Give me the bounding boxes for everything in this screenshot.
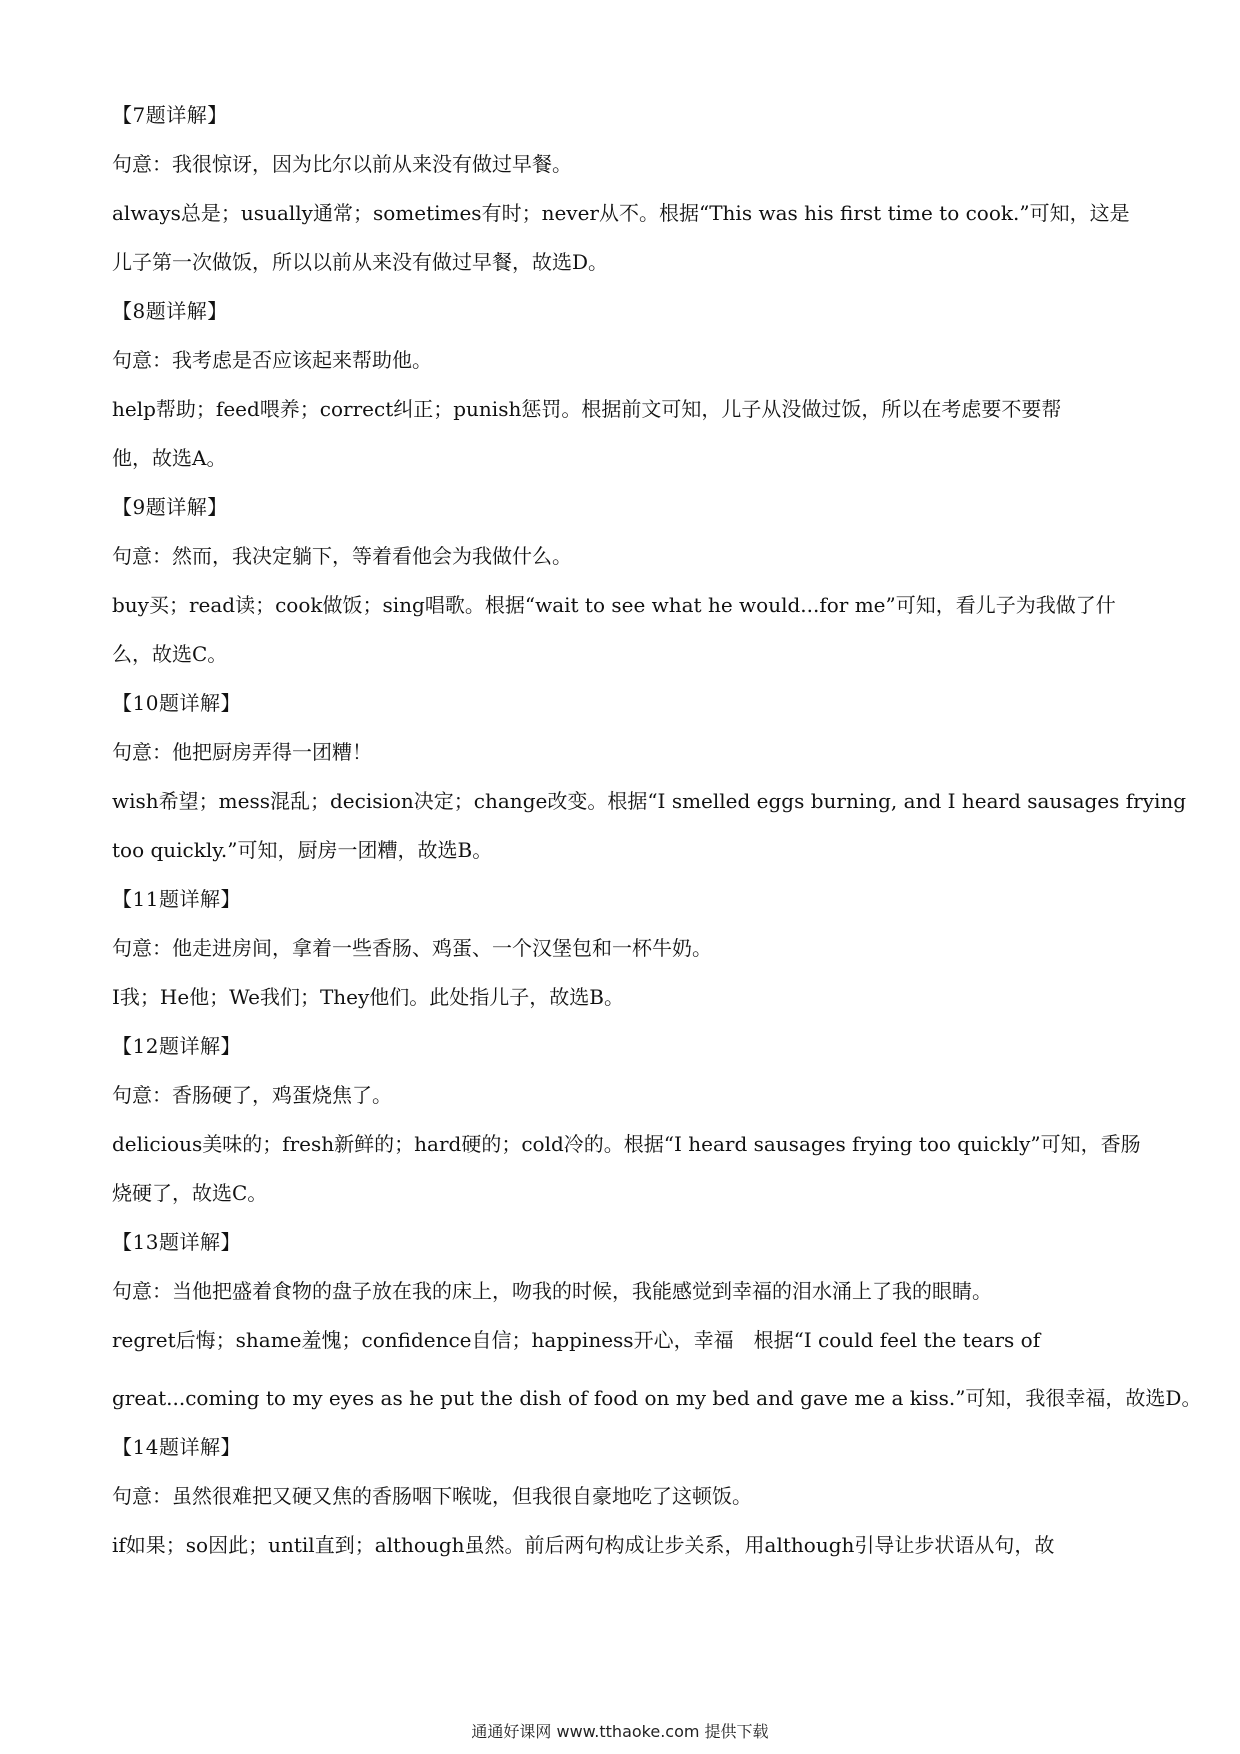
question-8-explanation-line-1: help帮助；feed喂养；correct纠正；punish惩罚。根据前文可知，儿子从没做过饭，所以在考虑要不要帮 bbox=[112, 397, 1062, 421]
question-8-explanation-line-2: 他，故选A。 bbox=[112, 446, 227, 470]
question-7-heading: 【7题详解】 bbox=[112, 103, 228, 127]
question-9-explanation-line-2: 么，故选C。 bbox=[112, 642, 228, 666]
question-13-heading: 【13题详解】 bbox=[112, 1230, 241, 1254]
question-10-explanation-line-2: too quickly.”可知，厨房一团糟，故选B。 bbox=[112, 838, 493, 862]
question-12-heading: 【12题详解】 bbox=[112, 1034, 241, 1058]
question-9-translation: 句意：然而，我决定躺下，等着看他会为我做什么。 bbox=[112, 544, 572, 568]
page-footer: 通通好课网 www.tthaoke.com 提供下载 bbox=[471, 1722, 769, 1741]
question-12-explanation-line-1: delicious美味的；fresh新鲜的；hard硬的；cold冷的。根据“I heard sausages frying too quickly”可知，香肠 bbox=[112, 1132, 1141, 1156]
question-13-translation: 句意：当他把盛着食物的盘子放在我的床上，吻我的时候，我能感觉到幸福的泪水涌上了我的眼睛。 bbox=[112, 1279, 992, 1303]
question-8-translation: 句意：我考虑是否应该起来帮助他。 bbox=[112, 348, 432, 372]
question-7-explanation-line-1: always总是；usually通常；sometimes有时；never从不。根据“This was his first time to cook.”可知，这是 bbox=[112, 201, 1130, 225]
question-10-explanation-line-1: wish希望；mess混乱；decision决定；change改变。根据“I smelled eggs burning, and I heard sausages frying bbox=[112, 789, 1187, 813]
question-13-explanation-line-2: great...coming to my eyes as he put the dish of food on my bed and gave me a kiss.”可知，我很幸福，故选D。 bbox=[112, 1386, 1202, 1410]
question-11-heading: 【11题详解】 bbox=[112, 887, 241, 911]
question-14-translation: 句意：虽然很难把又硬又焦的香肠咽下喉咙，但我很自豪地吃了这顿饭。 bbox=[112, 1484, 752, 1508]
question-8-heading: 【8题详解】 bbox=[112, 299, 228, 323]
question-7-explanation-line-2: 儿子第一次做饭，所以以前从来没有做过早餐，故选D。 bbox=[112, 250, 609, 274]
question-7-translation: 句意：我很惊讶，因为比尔以前从来没有做过早餐。 bbox=[112, 152, 572, 176]
question-12-explanation-line-2: 烧硬了，故选C。 bbox=[112, 1181, 268, 1205]
document-body bbox=[112, 101, 1202, 1580]
question-11-translation: 句意：他走进房间，拿着一些香肠、鸡蛋、一个汉堡包和一杯牛奶。 bbox=[112, 936, 712, 960]
question-9-heading: 【9题详解】 bbox=[112, 495, 228, 519]
question-10-translation: 句意：他把厨房弄得一团糟！ bbox=[112, 740, 372, 764]
question-9-explanation-line-1: buy买；read读；cook做饭；sing唱歌。根据“wait to see what he would...for me”可知，看儿子为我做了什 bbox=[112, 593, 1116, 617]
question-14-heading: 【14题详解】 bbox=[112, 1435, 241, 1459]
question-13-explanation-line-1: regret后悔；shame羞愧；confidence自信；happiness开心，幸福 根据“I could feel the tears of bbox=[112, 1328, 1041, 1352]
question-12-translation: 句意：香肠硬了，鸡蛋烧焦了。 bbox=[112, 1083, 392, 1107]
question-14-explanation-line-1: if如果；so因此；until直到；although虽然。前后两句构成让步关系，用although引导让步状语从句，故 bbox=[112, 1533, 1055, 1557]
question-10-heading: 【10题详解】 bbox=[112, 691, 241, 715]
question-11-explanation-line-1: I我；He他；We我们；They他们。此处指儿子，故选B。 bbox=[112, 985, 624, 1009]
